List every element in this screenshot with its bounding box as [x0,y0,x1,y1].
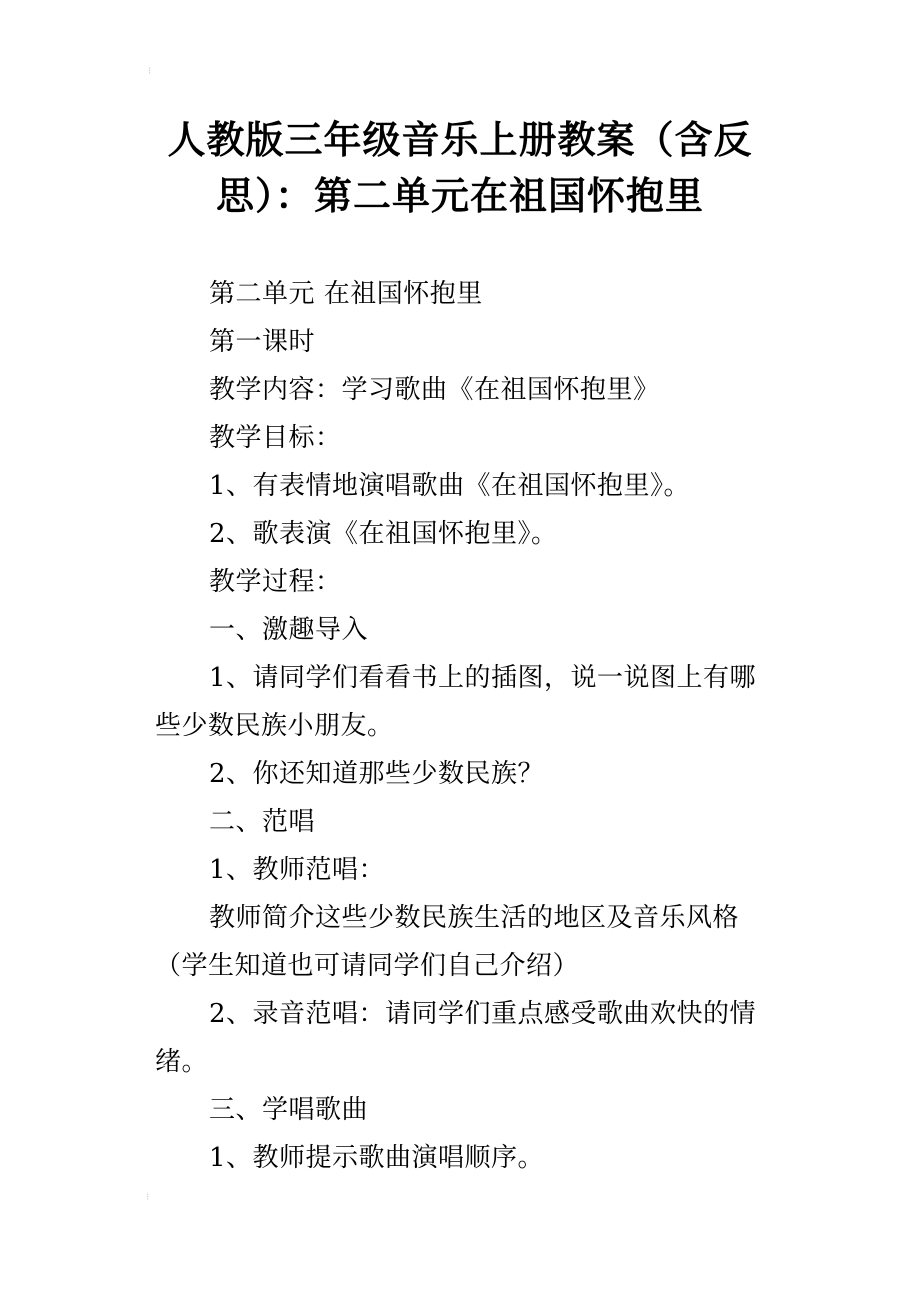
corner-mark-bottom: ⁝ [146,1192,150,1203]
paragraph-section-2-item-1: 1、教师范唱： [209,855,386,885]
paragraph-goal-2: 2、歌表演《在祖国怀抱里》。 [209,519,558,549]
paragraph-section-1-item-1: 1、请同学们看看书上的插图，说一说图上有哪些少数民族小朋友。 [155,663,757,741]
paragraph-section-2-note: 教师简介这些少数民族生活的地区及音乐风格（学生知道也可请同学们自己介绍） [155,903,740,981]
paragraph-section-2-heading: 二、范唱 [209,807,316,837]
document-title [150,112,770,224]
paragraph-lesson-number: 第一课时 [209,327,316,357]
paragraph-unit-heading: 第二单元 在祖国怀抱里 [209,279,483,309]
title-line-2: 思）：第二单元在祖国怀抱里 [215,174,704,218]
document-body [155,270,770,1182]
paragraph-section-3-item-1: 1、教师提示歌曲演唱顺序。 [209,1143,545,1173]
paragraph-section-1-heading: 一、激趣导入 [209,615,369,645]
paragraph-teaching-goals-heading: 教学目标： [209,423,342,453]
paragraph-teaching-content: 教学内容：学习歌曲《在祖国怀抱里》 [209,375,660,405]
paragraph-goal-1: 1、有表情地演唱歌曲《在祖国怀抱里》。 [209,471,691,501]
paragraph-section-2-item-2: 2、录音范唱：请同学们重点感受歌曲欢快的情绪。 [155,999,757,1077]
paragraph-section-3-heading: 三、学唱歌曲 [209,1095,369,1125]
paragraph-process-heading: 教学过程： [209,567,342,597]
paragraph-section-1-item-2: 2、你还知道那些少数民族？ [209,759,545,789]
title-line-1: 人教版三年级音乐上册教案（含反 [167,118,753,162]
corner-mark-top: ⁝ [148,66,152,77]
